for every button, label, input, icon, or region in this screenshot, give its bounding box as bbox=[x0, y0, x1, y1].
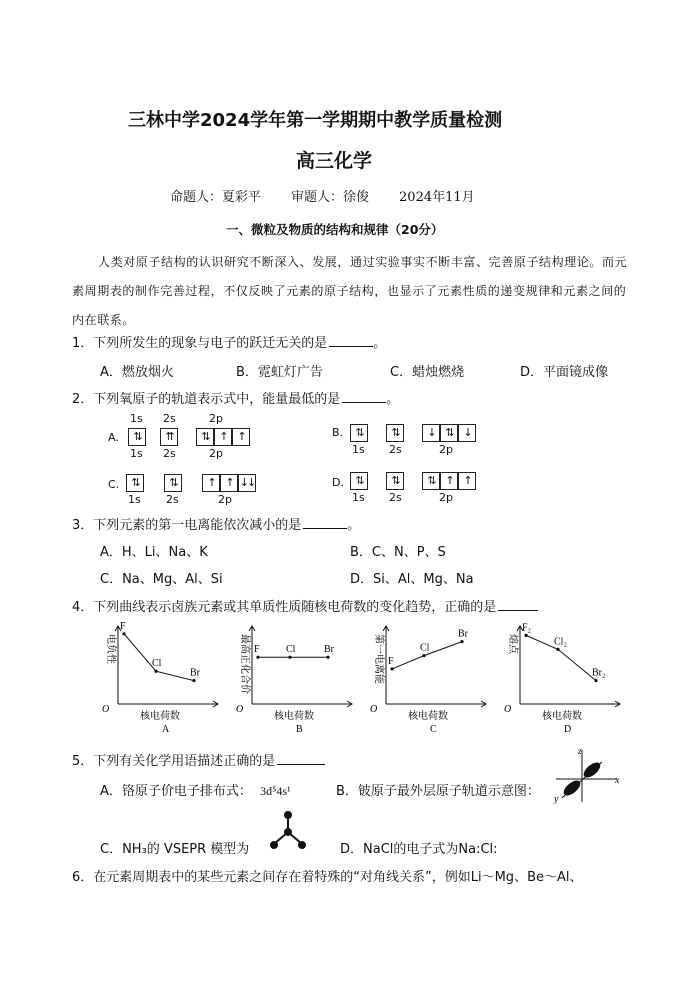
question-5 bbox=[72, 750, 325, 769]
q3-end: 。 bbox=[347, 518, 361, 533]
answer-blank bbox=[303, 518, 347, 529]
point-label: Cl bbox=[152, 658, 162, 670]
chromium-config: 3d⁵4s¹ bbox=[260, 784, 291, 798]
point-label: Cl bbox=[420, 642, 430, 654]
point-label: Br bbox=[190, 667, 200, 679]
q2-stem: 2．下列氧原子的轨道表示式中，能量最低的是 bbox=[72, 392, 341, 407]
data-point bbox=[594, 679, 597, 682]
orbital-label: 2s bbox=[166, 493, 179, 506]
q3-option-d: D．Si、Al、Mg、Na bbox=[350, 572, 474, 587]
point-label: Br bbox=[458, 628, 468, 640]
orbital-label: 1s bbox=[130, 412, 143, 425]
orbital-label: 2p bbox=[209, 412, 223, 425]
y-axis-label: 熔点 bbox=[507, 634, 518, 654]
orbital-box: ⇅ bbox=[164, 474, 182, 492]
q5-stem: 5．下列有关化学用语描述正确的是 bbox=[72, 754, 276, 769]
orbital-label: 2s bbox=[389, 491, 402, 504]
chart-letter: C bbox=[430, 724, 437, 735]
orbital-box: ↑ bbox=[232, 428, 250, 446]
z-axis-label: z bbox=[578, 746, 582, 756]
orbital-box: ⇅ bbox=[422, 472, 440, 490]
q4-charts bbox=[96, 618, 636, 738]
reviewer: 审题人：徐俊 bbox=[291, 190, 370, 205]
orbital-box: ↑ bbox=[214, 428, 232, 446]
q5-option-b: B．铍原子最外层原子轨道示意图： bbox=[336, 784, 540, 799]
orbital-label: 2p bbox=[209, 447, 223, 460]
x-axis-label: x bbox=[615, 775, 620, 786]
data-point bbox=[524, 634, 527, 637]
orbital-box: ↑ bbox=[458, 472, 476, 490]
origin-label: O bbox=[236, 704, 244, 715]
point-label: F₂ bbox=[522, 622, 532, 634]
atom bbox=[284, 828, 292, 836]
q5-option-a bbox=[100, 780, 291, 799]
orbital-box: ⇅ bbox=[386, 424, 404, 442]
data-point bbox=[390, 667, 393, 670]
y-axis-label: 电负性 bbox=[105, 634, 116, 664]
data-point bbox=[154, 670, 157, 673]
answer-blank bbox=[342, 392, 386, 403]
option-letter: A. bbox=[108, 431, 119, 444]
orbital-box: ⇅ bbox=[350, 424, 368, 442]
orbital-box: ⇅ bbox=[196, 428, 214, 446]
q3-stem: 3．下列元素的第一电离能依次减小的是 bbox=[72, 518, 302, 533]
q3-option-c: C．Na、Mg、Al、Si bbox=[100, 572, 223, 587]
x-axis-label: 核电荷数 bbox=[542, 711, 582, 722]
orbital-box: ⇅ bbox=[350, 472, 368, 490]
option-letter: D. bbox=[332, 476, 344, 489]
section-intro: 人类对原子结构的认识研究不断深入、发展，通过实验事实不断丰富、完善原子结构理论。而元素周期表的制作完善过程，不仅反映了元素的原子结构，也显示了元素性质的递变规律和元素之间的内在联系。 bbox=[72, 255, 628, 327]
question-6: 6．在元素周期表中的某些元素之间存在着特殊的“对角线关系”，例如Li～Mg、Be～Al、 bbox=[72, 870, 583, 885]
author: 命题人：夏彩平 bbox=[170, 190, 262, 205]
vsepr-model bbox=[266, 808, 310, 854]
atom bbox=[270, 841, 278, 849]
atom bbox=[298, 841, 306, 849]
origin-label: O bbox=[102, 704, 110, 715]
q4-stem: 4．下列曲线表示卤族元素或其单质性质随核电荷数的变化趋势，正确的是 bbox=[72, 600, 497, 615]
orbital-label: 2s bbox=[163, 412, 176, 425]
origin-label: O bbox=[370, 704, 378, 715]
orbital-box: ⇅ bbox=[126, 474, 144, 492]
orbital-box: ↑ bbox=[220, 474, 238, 492]
q2-option-c bbox=[108, 474, 278, 514]
orbital-box: ↑ bbox=[440, 472, 458, 490]
orbital-box: ↑ bbox=[202, 474, 220, 492]
answer-blank bbox=[498, 600, 538, 611]
point-label: Br₂ bbox=[592, 667, 606, 679]
orbital-label: 1s bbox=[130, 447, 143, 460]
q5-option-a-text: A．铬原子价电子排布式： bbox=[100, 784, 252, 799]
data-point bbox=[122, 632, 125, 635]
p-orbital-diagram bbox=[548, 746, 624, 804]
q1-stem: 1．下列所发生的现象与电子的跃迁无关的是 bbox=[72, 336, 328, 351]
question-1 bbox=[72, 332, 386, 351]
orbital-label: 1s bbox=[352, 491, 365, 504]
data-point bbox=[556, 648, 559, 651]
q3-option-b: B．C、N、P、S bbox=[350, 545, 446, 560]
data-point bbox=[192, 679, 195, 682]
q1-option-a: A．燃放烟火 bbox=[100, 365, 174, 380]
q3-option-a: A．H、Li、Na、K bbox=[100, 545, 208, 560]
orbital-box: ⇅ bbox=[386, 472, 404, 490]
orbital-box: ↓ bbox=[422, 424, 440, 442]
data-point bbox=[288, 656, 291, 659]
orbital-label: 2s bbox=[163, 447, 176, 460]
origin-label: O bbox=[504, 704, 512, 715]
section-title: 一、微粒及物质的结构和规律（20分） bbox=[226, 222, 444, 237]
q2-option-d bbox=[332, 472, 502, 512]
option-letter: B. bbox=[332, 426, 344, 439]
exam-date: 2024年11月 bbox=[399, 190, 475, 205]
x-axis-label: 核电荷数 bbox=[274, 711, 314, 722]
orbital-box: ↓ bbox=[458, 424, 476, 442]
point-label: Br bbox=[324, 644, 334, 656]
option-letter: C. bbox=[108, 478, 120, 491]
question-2 bbox=[72, 388, 399, 407]
orbital-box: ⇅ bbox=[440, 424, 458, 442]
y-axis-label: 第一电离能 bbox=[373, 634, 384, 684]
data-point bbox=[422, 654, 425, 657]
data-point bbox=[460, 640, 463, 643]
q5-option-c: C．NH₃的 VSEPR 模型为 bbox=[100, 842, 250, 857]
point-label: F bbox=[120, 620, 126, 632]
answer-blank bbox=[329, 336, 373, 347]
q1-option-d: D．平面镜成像 bbox=[520, 365, 609, 380]
q2-option-b bbox=[332, 424, 502, 464]
x-axis-label: 核电荷数 bbox=[408, 711, 448, 722]
question-3 bbox=[72, 514, 360, 533]
atom bbox=[284, 811, 292, 819]
point-label: Cl bbox=[286, 644, 296, 656]
orbital-label: 2s bbox=[389, 443, 402, 456]
orbital-label: 2p bbox=[439, 443, 453, 456]
q2-end: 。 bbox=[386, 392, 400, 407]
q2-option-a bbox=[108, 412, 278, 462]
series-line bbox=[124, 634, 194, 681]
orbital-label: 1s bbox=[352, 443, 365, 456]
chart-letter: D bbox=[564, 724, 572, 735]
data-point bbox=[256, 656, 259, 659]
exam-meta bbox=[170, 186, 505, 205]
exam-title: 三林中学2024学年第一学期期中教学质量检测 bbox=[128, 110, 503, 131]
y-axis-label: y bbox=[554, 794, 559, 804]
subject-title: 高三化学 bbox=[296, 150, 373, 172]
point-label: F bbox=[254, 644, 260, 656]
orbital-box: ⇈ bbox=[160, 428, 178, 446]
x-axis-label: 核电荷数 bbox=[140, 711, 180, 722]
q5-option-d: D．NaCl的电子式为Na:Cl: bbox=[340, 842, 498, 857]
point-label: F bbox=[388, 655, 394, 667]
q1-option-c: C．蜡烛燃烧 bbox=[390, 365, 465, 380]
question-4 bbox=[72, 596, 538, 615]
orbital-box: ↓↓ bbox=[238, 474, 256, 492]
orbital-label: 1s bbox=[128, 493, 141, 506]
chart-letter: A bbox=[162, 724, 170, 735]
orbital-label: 2p bbox=[218, 493, 232, 506]
answer-blank bbox=[277, 754, 325, 765]
orbital-box: ⇅ bbox=[128, 428, 146, 446]
orbital-label: 2p bbox=[439, 491, 453, 504]
q1-option-b: B．霓虹灯广告 bbox=[236, 365, 323, 380]
y-axis-label: 最高正化合价 bbox=[239, 634, 250, 694]
data-point bbox=[326, 656, 329, 659]
chart-letter: B bbox=[296, 724, 303, 735]
point-label: Cl₂ bbox=[554, 636, 567, 648]
q1-end: 。 bbox=[373, 336, 387, 351]
